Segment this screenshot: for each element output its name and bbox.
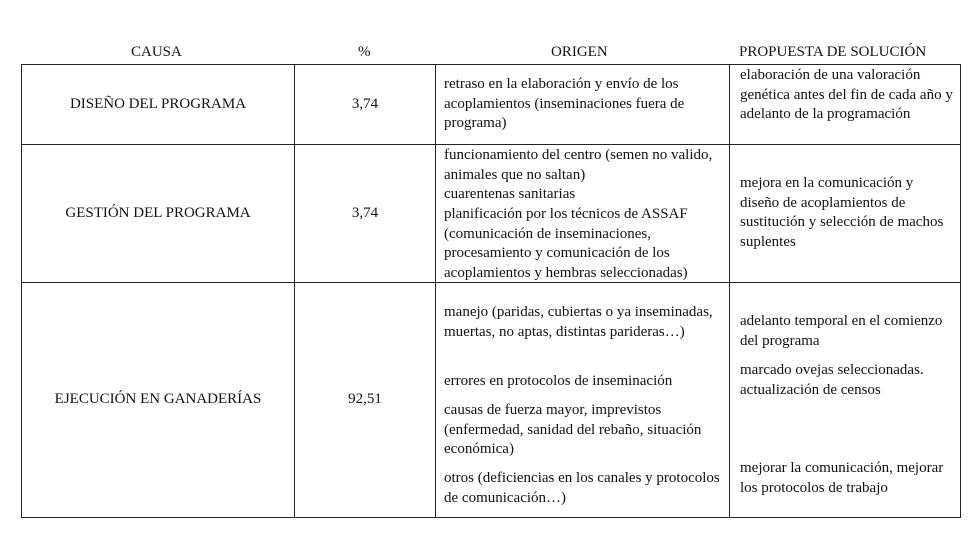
origen-item: errores en protocolos de inseminación bbox=[444, 373, 673, 389]
origen-item: causas de fuerza mayor, imprevistos (enfermedad, sanidad del rebaño, situación económica) bbox=[444, 402, 702, 457]
propuesta-cell bbox=[730, 283, 960, 517]
propuesta-item: marcado ovejas seleccionadas. actualización de censos bbox=[740, 362, 924, 398]
causa-cell: EJECUCIÓN EN GANADERÍAS bbox=[22, 283, 295, 517]
header-causa: CAUSA bbox=[131, 44, 182, 60]
header-percent: % bbox=[358, 44, 371, 60]
propuesta-cell bbox=[730, 145, 960, 282]
causa-cell: GESTIÓN DEL PROGRAMA bbox=[22, 145, 295, 282]
origen-item: manejo (paridas, cubiertas o ya inseminadas, muertas, no aptas, distintas parideras…) bbox=[444, 304, 713, 340]
propuesta-cell bbox=[730, 65, 960, 144]
propuesta-item: mejorar la comunicación, mejorar los protocolos de trabajo bbox=[740, 460, 944, 496]
propuesta-item: adelanto temporal en el comienzo del programa bbox=[740, 313, 943, 349]
table-row bbox=[22, 282, 960, 517]
origen-cell bbox=[436, 145, 730, 282]
table-row bbox=[22, 65, 960, 144]
table-header bbox=[21, 40, 961, 64]
origen-item: funcionamiento del centro (semen no valido, animales que no saltan) bbox=[444, 147, 713, 183]
header-origen: ORIGEN bbox=[551, 44, 608, 60]
origen-item: planificación por los técnicos de ASSAF (comunicación de inseminaciones, procesamiento y comunicación de los acoplamientos y hembras seleccionadas) bbox=[444, 206, 688, 281]
percent-cell: 3,74 bbox=[295, 145, 436, 282]
propuesta-item: mejora en la comunicación y diseño de acoplamientos de sustitución y selección de machos suplentes bbox=[740, 175, 944, 250]
causa-cell: DISEÑO DEL PROGRAMA bbox=[22, 65, 295, 144]
origen-item: retraso en la elaboración y envío de los acoplamientos (inseminaciones fuera de programa) bbox=[444, 76, 685, 131]
origen-cell bbox=[436, 283, 730, 517]
percent-cell: 3,74 bbox=[295, 65, 436, 144]
table-body bbox=[21, 64, 961, 518]
table-row bbox=[22, 144, 960, 282]
origen-cell bbox=[436, 65, 730, 144]
propuesta-item: elaboración de una valoración genética antes del fin de cada año y adelanto de la programación bbox=[740, 67, 953, 122]
causes-table bbox=[21, 40, 961, 506]
origen-item: otros (deficiencias en los canales y protocolos de comunicación…) bbox=[444, 470, 720, 506]
origen-item: cuarentenas sanitarias bbox=[444, 186, 576, 202]
header-propuesta: PROPUESTA DE SOLUCIÓN bbox=[739, 44, 927, 60]
percent-cell: 92,51 bbox=[295, 283, 436, 517]
